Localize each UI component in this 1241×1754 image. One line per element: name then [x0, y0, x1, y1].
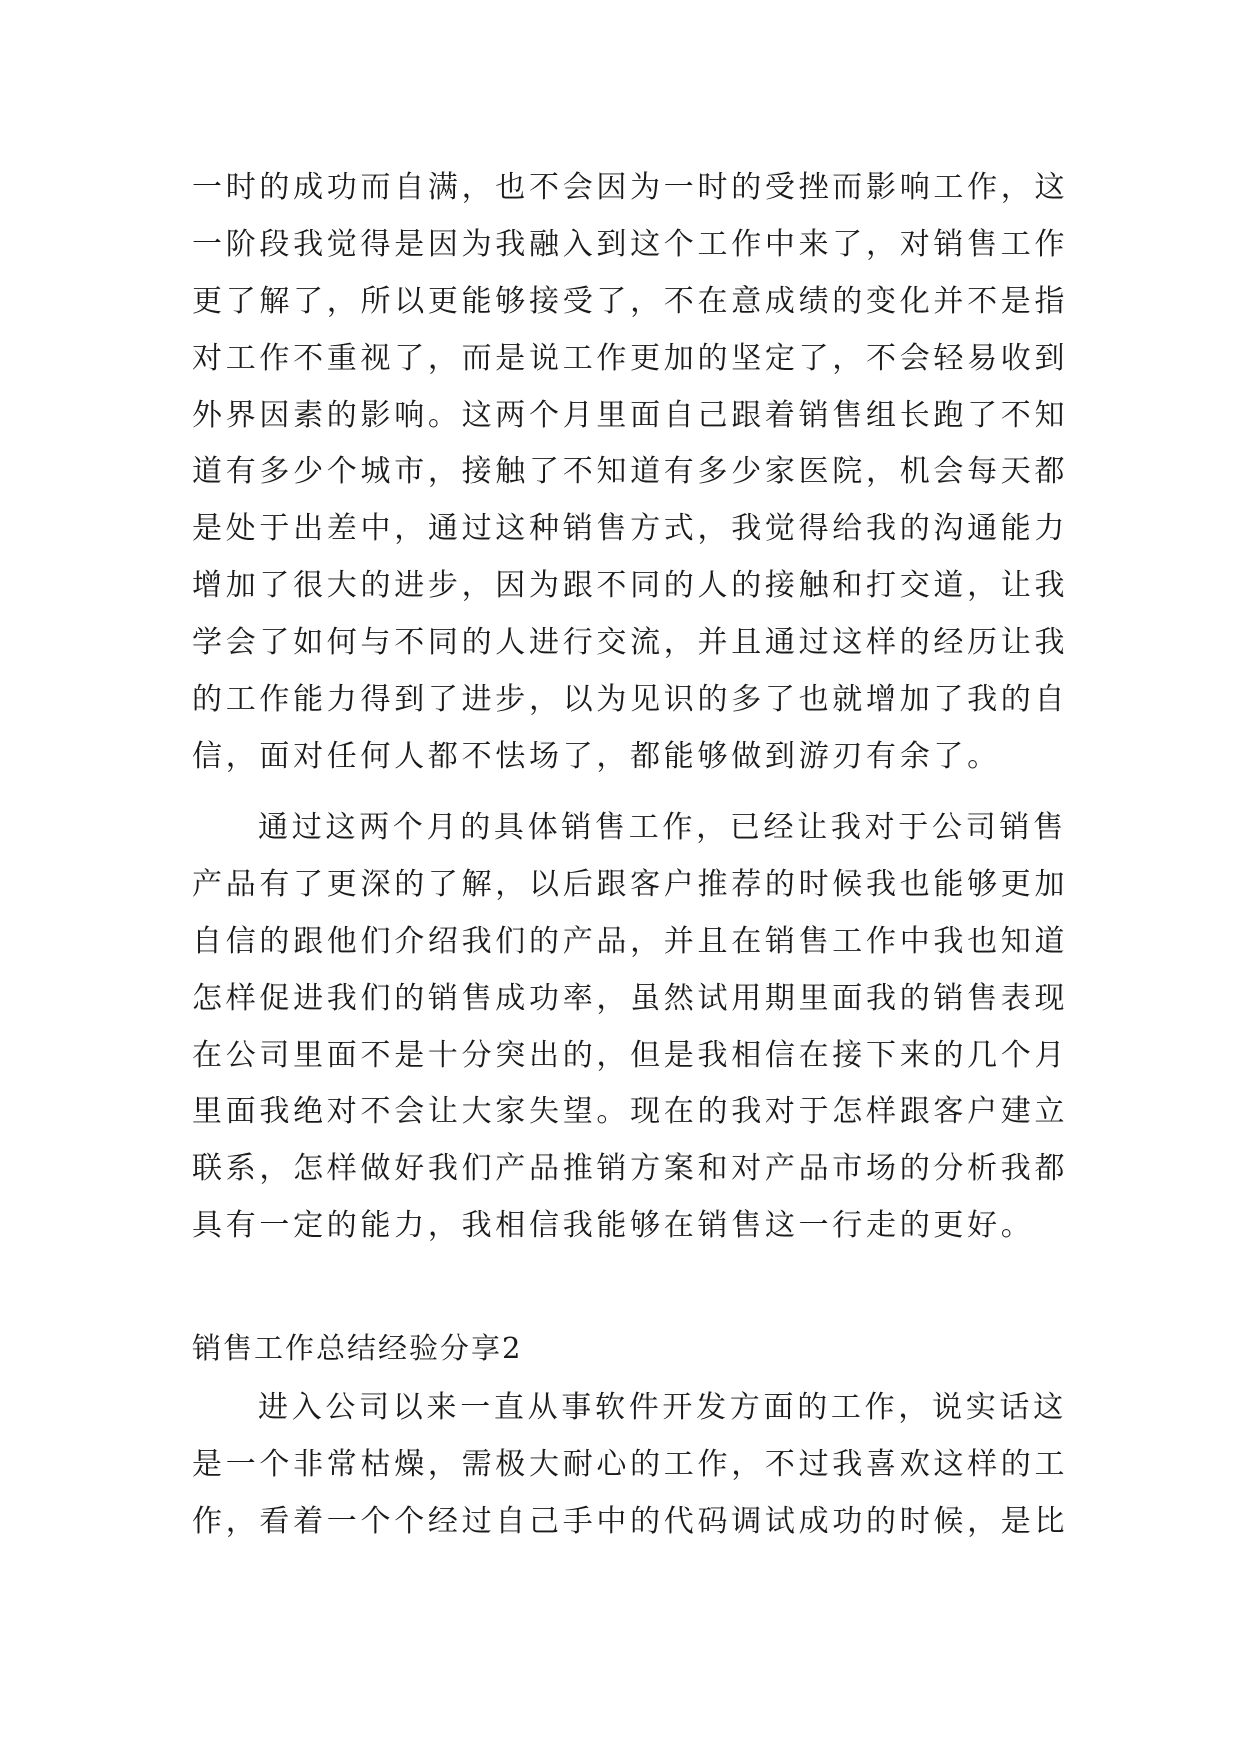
paragraph-line: 道有多少个城市，接触了不知道有多少家医院，机会每天都: [192, 454, 1069, 490]
paragraph-line: 作，看着一个个经过自己手中的代码调试成功的时候，是比: [192, 1503, 1069, 1539]
paragraph-line: 外界因素的影响。这两个月里面自己跟着销售组长跑了不知: [192, 397, 1069, 433]
paragraph-line: 信，面对任何人都不怯场了，都能够做到游刃有余了。: [192, 738, 1001, 774]
paragraph-line: 在公司里面不是十分突出的，但是我相信在接下来的几个月: [192, 1037, 1069, 1073]
paragraph-line: 对工作不重视了，而是说工作更加的坚定了，不会轻易收到: [192, 340, 1069, 376]
paragraph-line: 的工作能力得到了进步，以为见识的多了也就增加了我的自: [192, 682, 1069, 718]
paragraph-first-line: 通过这两个月的具体销售工作，已经让我对于公司销售: [258, 810, 1067, 845]
paragraph-first-line: 进入公司以来一直从事软件开发方面的工作，说实话这: [258, 1390, 1067, 1425]
paragraph-line: 更了解了，所以更能够接受了，不在意成绩的变化并不是指: [192, 283, 1069, 319]
paragraph-line: 是一个非常枯燥，需极大耐心的工作，不过我喜欢这样的工: [192, 1446, 1069, 1482]
paragraph-line: 学会了如何与不同的人进行交流，并且通过这样的经历让我: [192, 625, 1069, 661]
paragraph-line: 一阶段我觉得是因为我融入到这个工作中来了，对销售工作: [192, 226, 1069, 262]
paragraph-line: 一时的成功而自满，也不会因为一时的受挫而影响工作，这: [192, 170, 1069, 205]
paragraph-line: 产品有了更深的了解，以后跟客户推荐的时候我也能够更加: [192, 866, 1069, 902]
paragraph-line: 具有一定的能力，我相信我能够在销售这一行走的更好。: [192, 1208, 1035, 1244]
paragraph-line: 怎样促进我们的销售成功率，虽然试用期里面我的销售表现: [192, 980, 1069, 1016]
paragraph-line: 是处于出差中，通过这种销售方式，我觉得给我的沟通能力: [192, 511, 1069, 547]
paragraph-2: [192, 800, 1069, 1255]
paragraph-line: 自信的跟他们介绍我们的产品，并且在销售工作中我也知道: [192, 923, 1069, 959]
paragraph-3: [192, 1380, 1069, 1551]
paragraph-line: 里面我绝对不会让大家失望。现在的我对于怎样跟客户建立: [192, 1094, 1069, 1130]
paragraph-line: 联系，怎样做好我们产品推销方案和对产品市场的分析我都: [192, 1151, 1069, 1187]
section-heading: 销售工作总结经验分享2: [192, 1331, 523, 1365]
paragraph-1: [192, 160, 1069, 786]
paragraph-line: 增加了很大的进步，因为跟不同的人的接触和打交道，让我: [192, 568, 1069, 604]
